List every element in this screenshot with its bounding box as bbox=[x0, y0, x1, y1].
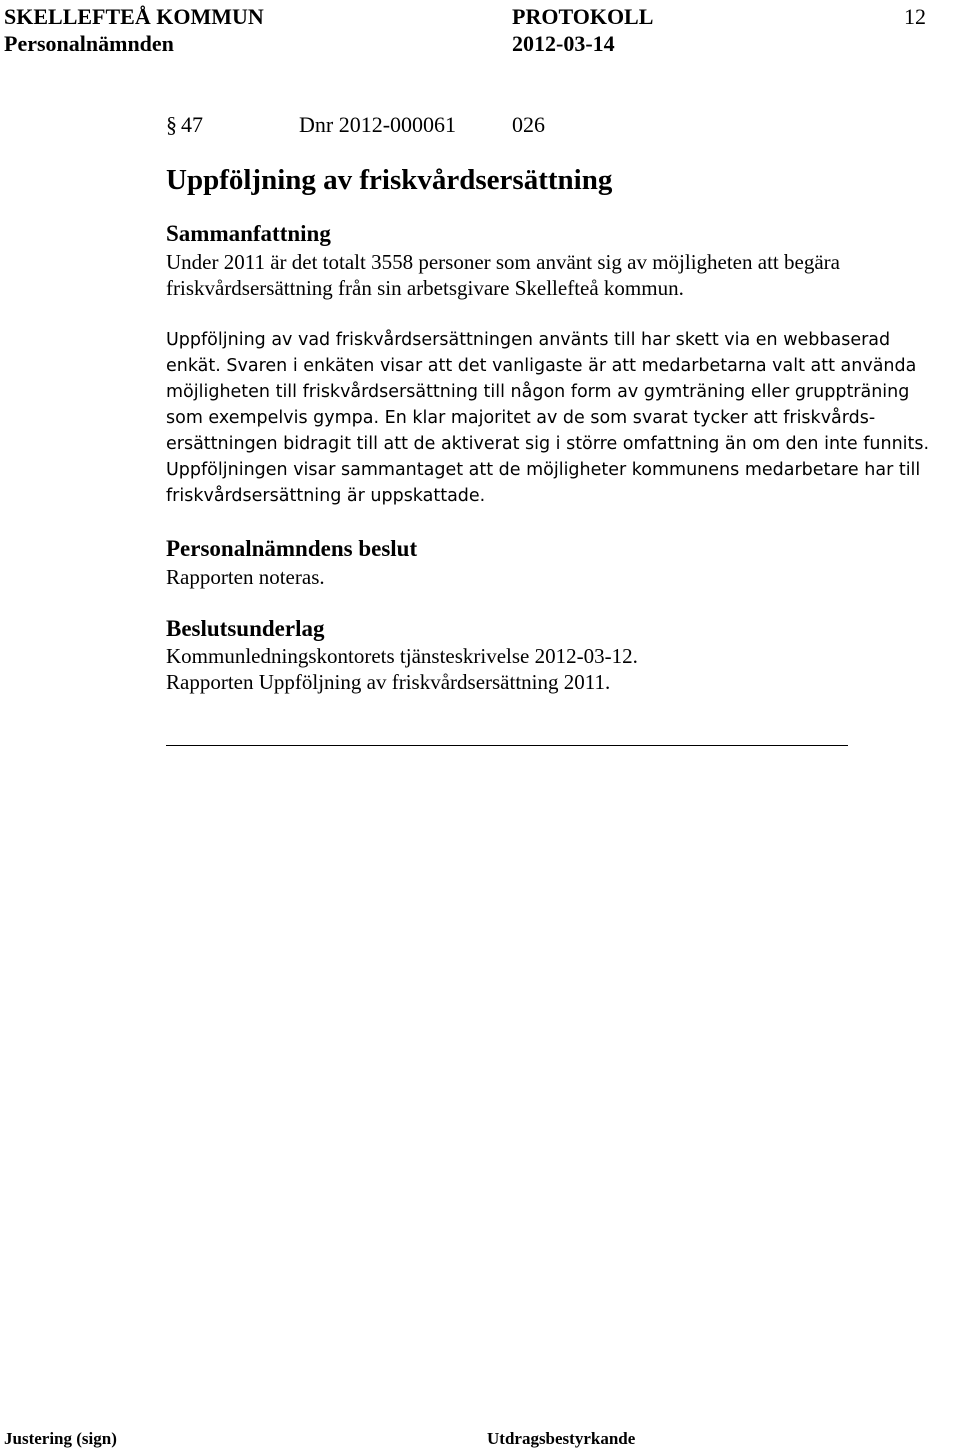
summary-paragraph-2-line-4 bbox=[166, 405, 875, 431]
basis-heading: Beslutsunderlag bbox=[166, 616, 325, 641]
summary-paragraph-2-line-4-rest: En klar majoritet av de som svarat tycker att friskvårds- bbox=[379, 408, 876, 428]
committee-name: Personalnämnden bbox=[4, 31, 174, 56]
basis-item: Rapporten Uppföljning av friskvårdsersättning 2011. bbox=[166, 670, 611, 694]
decision-heading: Personalnämndens beslut bbox=[166, 536, 418, 561]
closing-rule bbox=[166, 745, 848, 746]
summary-paragraph-2-line-7: friskvårdsersättning är uppskattade. bbox=[166, 486, 486, 506]
case-dnr: Dnr 2012-000061 bbox=[299, 112, 457, 137]
basis-item: Kommunledningskontorets tjänsteskrivelse 2012-03-12. bbox=[166, 644, 638, 668]
section-symbol: § bbox=[166, 112, 177, 137]
summary-paragraph-2-line-2 bbox=[166, 353, 916, 379]
document-type: PROTOKOLL bbox=[512, 4, 654, 29]
summary-paragraph-2-line-4-start: som exempelvis gympa. bbox=[166, 408, 380, 428]
footer-utdragsbestyrkande: Utdragsbestyrkande bbox=[487, 1429, 636, 1448]
summary-paragraph-2-line-2-rest: Svaren i enkäten visar att det vanligaste är att medarbetarna valt att använda bbox=[220, 356, 917, 376]
summary-paragraph-2-line-1: Uppföljning av vad friskvårdsersättningen använts till har skett via en webbaserad bbox=[166, 330, 891, 350]
summary-paragraph-2-line-3: möjligheten till friskvårdsersättning till någon form av gymträning eller gruppträning bbox=[166, 382, 910, 402]
case-code: 026 bbox=[512, 112, 545, 137]
footer-justering: Justering (sign) bbox=[4, 1429, 117, 1448]
section-number: 47 bbox=[181, 112, 203, 137]
meeting-date: 2012-03-14 bbox=[512, 31, 615, 56]
summary-paragraph-2-line-5: ersättningen bidragit till att de aktiverat sig i större omfattning än om den inte funnits. bbox=[166, 434, 930, 454]
document-title: Uppföljning av friskvårdsersättning bbox=[166, 164, 613, 196]
summary-paragraph-1-line-2: friskvårdsersättning från sin arbetsgivare Skellefteå kommun. bbox=[166, 276, 684, 300]
page-number: 12 bbox=[904, 4, 926, 29]
summary-heading: Sammanfattning bbox=[166, 221, 331, 246]
summary-paragraph-2-line-6: Uppföljningen visar sammantaget att de möjligheter kommunens medarbetare har till bbox=[166, 460, 921, 480]
organization-name: SKELLEFTEÅ KOMMUN bbox=[4, 4, 264, 29]
summary-paragraph-1-line-1: Under 2011 är det totalt 3558 personer som använt sig av möjligheten att begära bbox=[166, 250, 840, 274]
decision-text: Rapporten noteras. bbox=[166, 565, 325, 589]
summary-paragraph-2-line-2-start: enkät. bbox=[166, 356, 221, 376]
